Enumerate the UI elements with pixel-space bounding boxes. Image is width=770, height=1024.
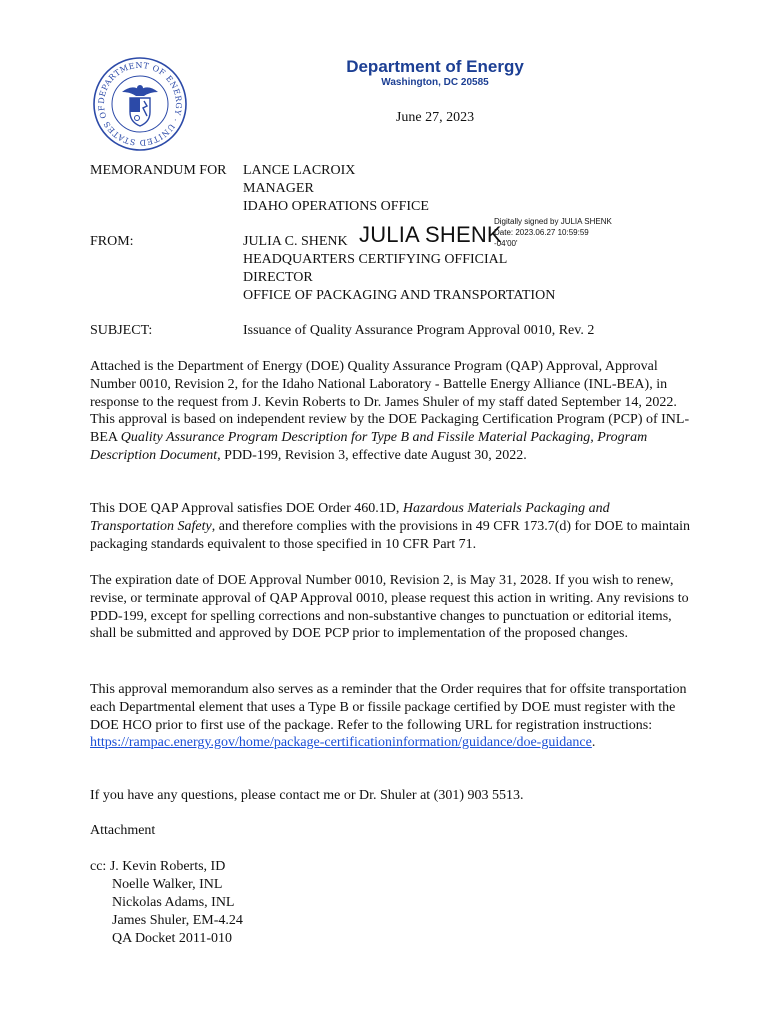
url-part-2[interactable]: certificationinformation/guidance/doe-guidance: [324, 735, 592, 751]
cc-item: Nickolas Adams, INL: [112, 895, 235, 910]
body-paragraph-1: [90, 358, 690, 465]
p2-order-title: Hazardous Materials Packaging and Transportation Safety: [90, 501, 610, 534]
to-line-name: LANCE LACROIX: [243, 163, 356, 178]
memo-date: June 27, 2023: [395, 110, 475, 125]
subject-text: Issuance of Quality Assurance Program Approval 0010, Rev. 2: [243, 323, 595, 338]
cc-item: James Shuler, EM-4.24: [112, 913, 243, 928]
cc-item: Noelle Walker, INL: [112, 877, 223, 892]
from-label: FROM:: [90, 234, 134, 249]
p2-text-end: , and therefore complies with the provisions in 49 CFR 173.7(d) for DOE to maintain packaging standards equivalent to those specified in 10 CFR Part 71.: [90, 518, 690, 552]
digital-signature-note: [494, 216, 612, 249]
department-name: Department of Energy: [346, 57, 524, 76]
signature-note-line: -04'00': [494, 239, 518, 248]
cc-item: QA Docket 2011-010: [112, 931, 233, 946]
subject-label: SUBJECT:: [90, 323, 153, 338]
p5-text: If you have any questions, please contact me or Dr. Shuler at (301) 903 5513.: [90, 788, 524, 803]
body-paragraph-2: [90, 500, 690, 553]
seal-text: DEPARTMENT OF ENERGY · UNITED STATES OF: [96, 60, 184, 148]
from-line-role: HEADQUARTERS CERTIFYING OFFICIAL: [243, 252, 508, 267]
from-line-title: DIRECTOR: [243, 270, 313, 285]
from-name: JULIA C. SHENK: [243, 234, 348, 249]
attachment-label: Attachment: [90, 823, 156, 838]
body-paragraph-5: [90, 787, 690, 805]
signature-note-line: Digitally signed by JULIA SHENK: [494, 217, 612, 226]
digital-signature-name: JULIA SHENK: [359, 222, 502, 247]
url-part-1[interactable]: https://rampac.energy.gov/home/package-: [90, 735, 325, 751]
signature-note-line: Date: 2023.06.27 10:59:59: [494, 228, 589, 237]
p4-text: This approval memorandum also serves as a reminder that the Order requires that for offsite transportation each Departmental element that uses a Type B or fissile package certified by DOE must register with the DOE HCO prior to first use of the package. Refer to the following URL for registration instructions:: [90, 682, 687, 733]
body-paragraph-3: [90, 572, 690, 643]
body-paragraph-4: [90, 681, 690, 752]
p1-text-end: , PDD-199, Revision 3, effective date August 30, 2022.: [217, 447, 527, 463]
department-address: Washington, DC 20585: [381, 77, 489, 88]
p3-text: The expiration date of DOE Approval Number 0010, Revision 2, is May 31, 2028. If you wish to renew, revise, or terminate approval of QAP Approval 0010, please request this action in writing. Any revisions to PDD-199, except for spelling corrections and non-substantive changes to punctuation or editorial items, shall be submitted and approved by DOE PCP prior to implementation of the proposed changes.: [90, 573, 689, 642]
memo-for-label: MEMORANDUM FOR: [90, 163, 227, 178]
p4-text-end: .: [591, 735, 596, 751]
cc-first: cc: J. Kevin Roberts, ID: [90, 859, 226, 874]
registration-url-link[interactable]: [90, 735, 592, 750]
p1-text: Attached is the Department of Energy (DOE) Quality Assurance Program (QAP) Approval, Approval Number 0010, Revision 2, for the Idaho National Laboratory - Battelle Energy Alliance (INL-BEA), in response to the request from J. Kevin Roberts to Dr. James Shuler of my staff dated September 14, 2022. This approval is based on independent review by the DOE Packaging Certification Program (PCP) of INL-BEA: [90, 359, 690, 446]
p2-text: This DOE QAP Approval satisfies DOE Order 460.1D,: [90, 501, 403, 516]
to-line-title: MANAGER: [243, 181, 314, 196]
from-line-office: OFFICE OF PACKAGING AND TRANSPORTATION: [243, 288, 556, 303]
doe-seal: [92, 56, 188, 152]
p1-document-title: Quality Assurance Program Description for Type B and Fissile Material Packaging, Program Description Document: [90, 430, 648, 463]
to-line-office: IDAHO OPERATIONS OFFICE: [243, 199, 429, 214]
